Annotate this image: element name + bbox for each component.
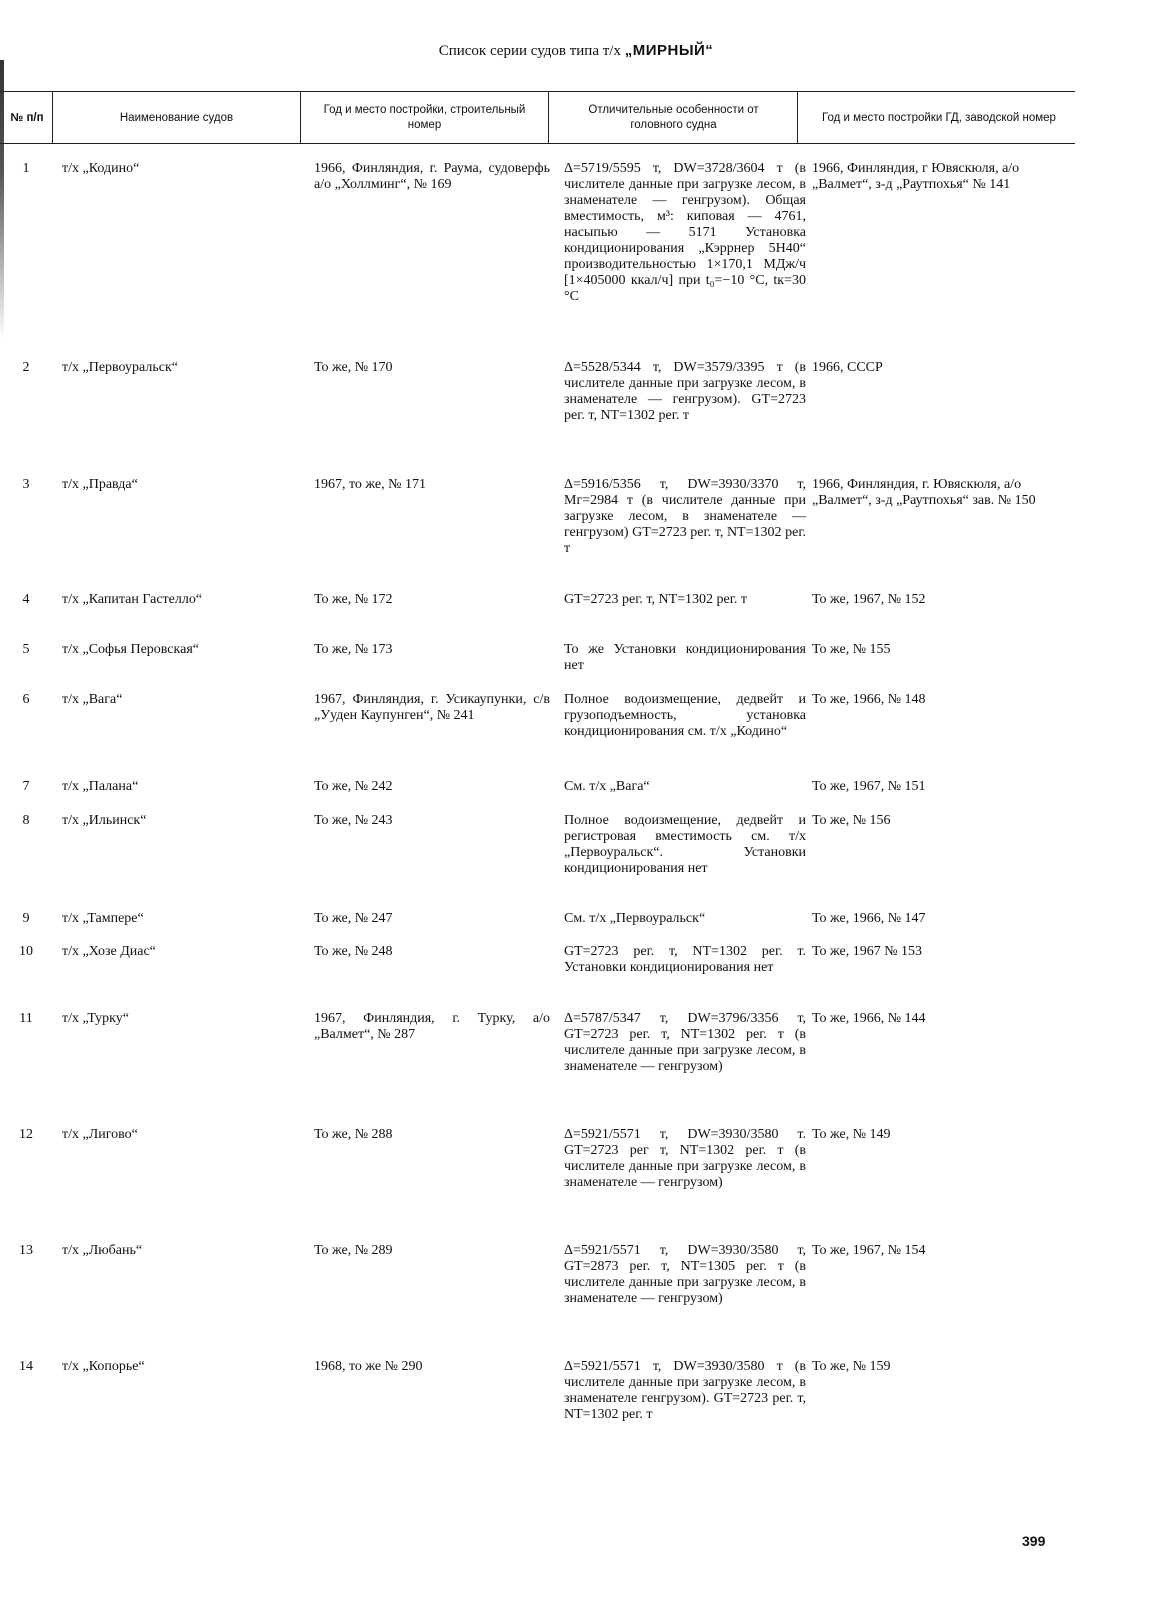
build-info: 1967, Финляндия, г. Турку, а/о „Валмет“, № 287 bbox=[314, 1011, 550, 1042]
row-number: 7 bbox=[22, 779, 30, 794]
build-info: То же, № 173 bbox=[314, 642, 393, 657]
header-divider bbox=[548, 92, 549, 144]
row-number: 5 bbox=[22, 642, 30, 657]
ship-name: т/х „Тампере“ bbox=[62, 911, 144, 926]
engine-info: 1966, СССР bbox=[812, 360, 883, 375]
title-prefix: Список серии судов типа т/х bbox=[438, 43, 621, 59]
row-number: 14 bbox=[19, 1359, 33, 1374]
features: См. т/х „Первоуральск“ bbox=[564, 911, 706, 926]
build-info: То же, № 170 bbox=[314, 360, 393, 375]
header-divider bbox=[300, 92, 301, 144]
row-number: 13 bbox=[19, 1243, 33, 1258]
engine-info: То же, № 156 bbox=[812, 813, 891, 828]
features: Δ=5528/5344 т, DW=3579/3395 т (в числителе данные при загрузке лесом, в знаменателе — генгрузом). GT=2723 рег. т, NT=1302 рег. т bbox=[564, 360, 806, 423]
build-info: 1966, Финляндия, г. Раума, судоверфь а/о „Холлминг“, № 169 bbox=[314, 161, 550, 192]
build-info: 1967, Финляндия, г. Усикаупунки, с/в „Ууден Каупунген“, № 241 bbox=[314, 692, 550, 723]
ship-name: т/х „Вага“ bbox=[62, 692, 123, 707]
build-info: То же, № 247 bbox=[314, 911, 393, 926]
features: Δ=5921/5571 т, DW=3930/3580 т (в числителе данные при загрузке лесом, в знаменателе генгрузом). GT=2723 рег. т, NT=1302 рег. т bbox=[564, 1359, 806, 1422]
engine-info: То же, № 155 bbox=[812, 642, 891, 657]
engine-info: То же, 1966, № 147 bbox=[812, 911, 926, 926]
title-ship-name: „МИРНЫЙ“ bbox=[624, 42, 714, 59]
ship-name: т/х „Хозе Диас“ bbox=[62, 944, 156, 959]
header-divider bbox=[797, 92, 798, 144]
features: См. т/х „Вага“ bbox=[564, 779, 650, 794]
ship-name: т/х „Копорье“ bbox=[62, 1359, 145, 1374]
engine-info: То же, 1966, № 148 bbox=[812, 692, 926, 707]
ship-name: т/х „Капитан Гастелло“ bbox=[62, 592, 203, 607]
ship-name: т/х „Турку“ bbox=[62, 1011, 129, 1026]
ship-name: т/х „Первоуральск“ bbox=[62, 360, 178, 375]
features: Δ=5921/5571 т, DW=3930/3580 т, GT=2873 рег. т, NT=1305 рег. т (в числителе данные при загрузке лесом, в знаменателе — генгрузом) bbox=[564, 1243, 806, 1306]
engine-info: 1966, Финляндия, г Ювяскюля, а/о „Валмет“, з-д „Раутпохья“ № 141 bbox=[812, 161, 1020, 192]
features: Δ=5787/5347 т, DW=3796/3356 т, GT=2723 рег. т, NT=1302 рег. т (в числителе данные при загрузке лесом, в знаменателе — генгрузом) bbox=[564, 1011, 806, 1074]
row-number: 1 bbox=[22, 161, 30, 176]
engine-info: То же, 1967, № 152 bbox=[812, 592, 926, 607]
row-number: 9 bbox=[22, 911, 30, 926]
features: Δ=5719/5595 т, DW=3728/3604 т (в числителе данные при загрузке лесом, в знаменателе — генгрузом). Общая вместимость, м³: киповая — 4761, насыпью — 5171 Установка кондиционирования „Кэррнер 5Н40“ производительностью 1×170,1 МДж/ч [1×405000 ккал/ч] при t₀=−10 °C, tк=30 °C bbox=[564, 161, 806, 304]
header-name: Наименование судов bbox=[119, 111, 234, 124]
row-number: 6 bbox=[22, 692, 30, 707]
row-number: 11 bbox=[19, 1011, 33, 1026]
build-info: 1968, то же № 290 bbox=[314, 1359, 423, 1374]
features: То же Установки кондиционирования нет bbox=[564, 642, 806, 673]
ship-name: т/х „Лигово“ bbox=[62, 1127, 138, 1142]
features: GT=2723 рег. т, NT=1302 рег. т. Установки кондиционирования нет bbox=[564, 944, 806, 975]
engine-info: То же, 1966, № 144 bbox=[812, 1011, 926, 1026]
features: Δ=5916/5356 т, DW=3930/3370 т, Mг=2984 т (в числителе данные при загрузке лесом, в знаменателе — генгрузом) GT=2723 рег. т, NT=1302 рег. т bbox=[564, 477, 806, 556]
features: GT=2723 рег. т, NT=1302 рег. т bbox=[564, 592, 748, 607]
header-num: № п/п bbox=[10, 111, 44, 124]
header-divider bbox=[52, 92, 53, 144]
ship-name: т/х „Любань“ bbox=[62, 1243, 143, 1258]
features: Полное водоизмещение, дедвейт и регистровая вместимость см. т/х „Первоуральск“. Установки кондиционирования нет bbox=[564, 813, 806, 876]
page-number: 399 bbox=[1022, 1533, 1046, 1549]
row-number: 12 bbox=[19, 1127, 33, 1142]
build-info: То же, № 243 bbox=[314, 813, 393, 828]
ship-name: т/х „Палана“ bbox=[62, 779, 139, 794]
row-number: 3 bbox=[22, 477, 30, 492]
row-number: 10 bbox=[19, 944, 33, 959]
engine-info: То же, 1967, № 154 bbox=[812, 1243, 926, 1258]
ship-name: т/х „Кодино“ bbox=[62, 161, 140, 176]
engine-info: То же, № 159 bbox=[812, 1359, 891, 1374]
engine-info: То же, 1967, № 151 bbox=[812, 779, 926, 794]
build-info: 1967, то же, № 171 bbox=[314, 477, 426, 492]
build-info: То же, № 289 bbox=[314, 1243, 393, 1258]
row-number: 2 bbox=[22, 360, 30, 375]
engine-info: 1966, Финляндия, г. Ювяскюля, а/о „Валмет“, з-д „Раутпохья“ зав. № 150 bbox=[812, 477, 1036, 508]
build-info: То же, № 242 bbox=[314, 779, 393, 794]
ship-name: т/х „Софья Перовская“ bbox=[62, 642, 199, 657]
page-title bbox=[0, 42, 1152, 60]
build-info: То же, № 248 bbox=[314, 944, 393, 959]
ship-name: т/х „Ильинск“ bbox=[62, 813, 147, 828]
build-info: То же, № 172 bbox=[314, 592, 393, 607]
header-features: Отличительные особенности от головного судна bbox=[588, 104, 759, 131]
row-number: 4 bbox=[22, 592, 30, 607]
header-year: Год и место постройки, строительный номер bbox=[323, 104, 526, 131]
features: Δ=5921/5571 т, DW=3930/3580 т. GT=2723 рег т, NT=1302 рег. т (в числителе данные при загрузке лесом, в знаменателе — генгрузом) bbox=[564, 1127, 806, 1190]
features: Полное водоизмещение, дедвейт и грузоподъемность, установка кондиционирования см. т/х „Кодино“ bbox=[564, 692, 806, 739]
engine-info: То же, 1967 № 153 bbox=[812, 944, 923, 959]
engine-info: То же, № 149 bbox=[812, 1127, 891, 1142]
row-number: 8 bbox=[22, 813, 30, 828]
build-info: То же, № 288 bbox=[314, 1127, 393, 1142]
header-engine: Год и место постройки ГД, заводской номер bbox=[822, 111, 1056, 124]
ship-name: т/х „Правда“ bbox=[62, 477, 138, 492]
